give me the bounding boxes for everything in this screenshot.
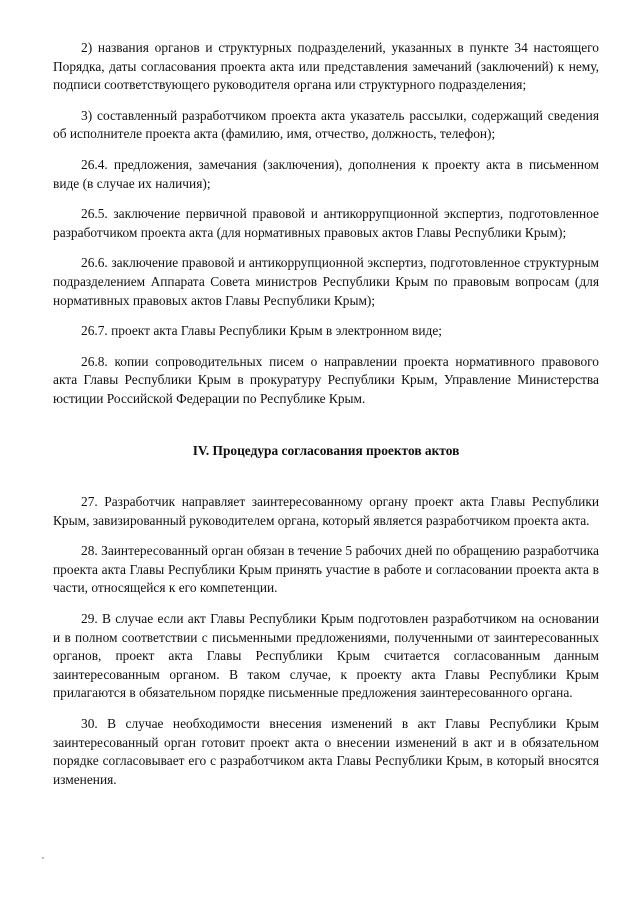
paragraph-item-3: 3) составленный разработчиком проекта акта указатель рассылки, содержащий сведения об исполнителе проекта акта (фамилию, имя, отчество, должность, телефон); xyxy=(53,107,599,142)
paragraph-30: 30. В случае необходимости внесения изменений в акт Главы Республики Крым заинтересованный орган готовит проект акта о внесении изменений в акт и в обязательном порядке согласовывает его с разработчиком акта Главы Республики Крым, в который вносятся изменения. xyxy=(53,716,599,787)
paragraph-item-2: 2) названия органов и структурных подразделений, указанных в пункте 34 настоящего Порядка, даты согласования проекта акта или представления замечаний (заключений) к нему, подписи соответствующего руководителя органа или структурного подразделения; xyxy=(53,40,599,93)
paragraph-26-4: 26.4. предложения, замечания (заключения), дополнения к проекту акта в письменном виде (в случае их наличия); xyxy=(53,156,599,191)
paragraph-28: 28. Заинтересованный орган обязан в течение 5 рабочих дней по обращению разработчика проекта акта Главы Республики Крым принять участие в работе и согласовании проекта акта в части, относящейся к его компетенции. xyxy=(53,543,599,596)
paragraph-26-6: 26.6. заключение правовой и антикоррупционной экспертиз, подготовленное структурным подразделением Аппарата Совета министров Республики Крым по правовым вопросам (для нормативных правовых актов Главы Республики Крым); xyxy=(53,255,599,308)
paragraph-26-8: 26.8. копии сопроводительных писем о направлении проекта нормативного правового акта Главы Республики Крым в прокуратуру Республики Крым, Управление Министерства юстиции Российской Федерации по Республике Крым. xyxy=(53,353,599,406)
paragraph-26-7: 26.7. проект акта Главы Республики Крым в электронном виде; xyxy=(81,323,442,339)
paragraph-26-5: 26.5. заключение первичной правовой и антикоррупционной экспертиз, подготовленное разработчиком проекта акта (для нормативных правовых актов Главы Республики Крым); xyxy=(53,206,599,240)
section-heading: IV. Процедура согласования проектов актов xyxy=(192,442,460,458)
paragraph-29: 29. В случае если акт Главы Республики Крым подготовлен разработчиком на основании и в полном соответствии с письменными предложениями, полученными от заинтересованных органов, проект акта Главы Республики Крым считается согласованным данным заинтересованным органом. В таком случае, к проекту акта Главы Республики Крым прилагаются в обязательном порядке письменные предложения заинтересованного органа. xyxy=(53,611,599,701)
document-page xyxy=(53,39,599,801)
scan-speck xyxy=(42,857,44,859)
paragraph-27: 27. Разработчик направляет заинтересованному органу проект акта Главы Республики Крым, завизированный руководителем органа, который является разработчиком проекта акта. xyxy=(53,494,599,528)
